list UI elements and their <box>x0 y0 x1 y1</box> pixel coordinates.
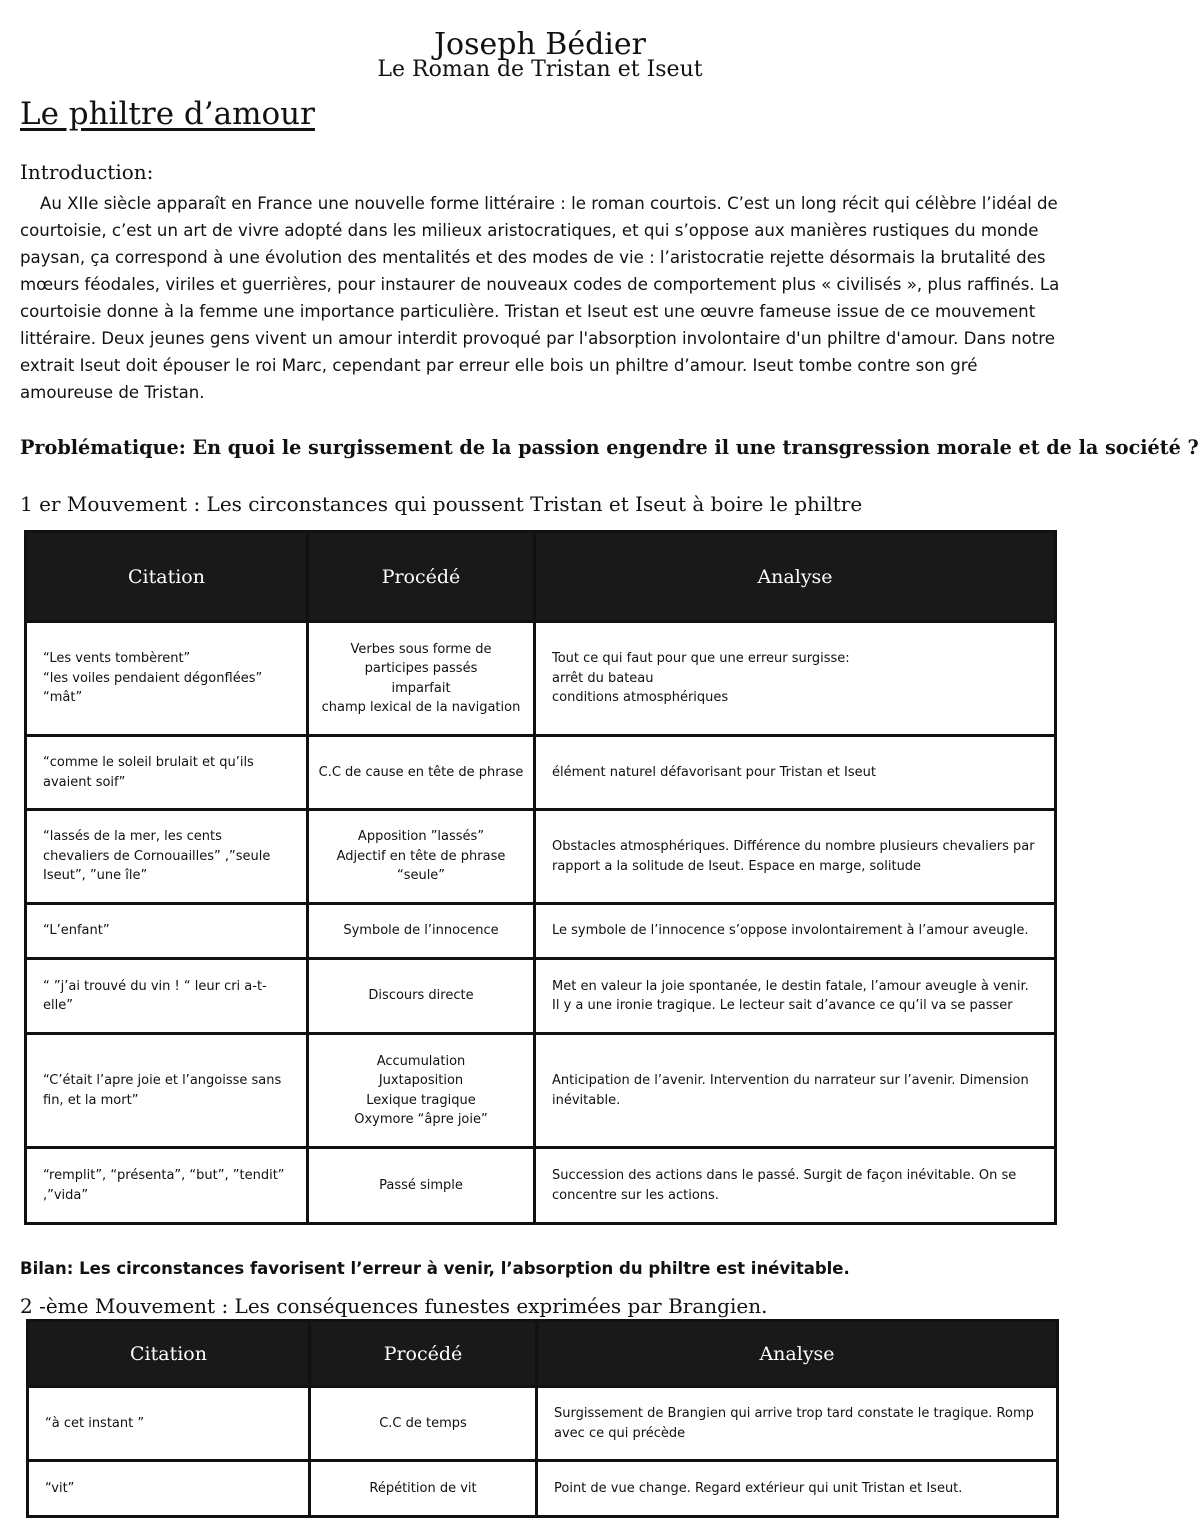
procede-cell: Accumulation Juxtaposition Lexique tragique Oxymore “âpre joie” <box>308 1034 535 1148</box>
procede-cell: Symbole de l’innocence <box>308 904 535 959</box>
procede-cell: Verbes sous forme de participes passés imparfait champ lexical de la navigation <box>308 622 535 736</box>
procede-cell: Discours directe <box>308 959 535 1034</box>
analyse-cell: Obstacles atmosphériques. Différence du nombre plusieurs chevaliers par rapport a la solitude de Iseut. Espace en marge, solitude <box>535 810 1056 904</box>
citation-cell: “C’était l’apre joie et l’angoisse sans fin, et la mort” <box>26 1034 308 1148</box>
header-analyse: Analyse <box>535 532 1056 622</box>
citation-cell: “à cet instant ” <box>28 1387 310 1461</box>
header-analyse: Analyse <box>537 1321 1058 1387</box>
analyse-cell: Le symbole de l’innocence s’oppose involontairement à l’amour aveugle. <box>535 904 1056 959</box>
citation-cell: “vit” <box>28 1461 310 1517</box>
procede-cell: C.C de cause en tête de phrase <box>308 736 535 810</box>
analyse-cell: Met en valeur la joie spontanée, le destin fatale, l’amour aveugle à venir. Il y a une ironie tragique. Le lecteur sait d’avance ce qu’il va se passer <box>535 959 1056 1034</box>
analyse-cell: Point de vue change. Regard extérieur qui unit Tristan et Iseut. <box>537 1461 1058 1517</box>
procede-cell: Apposition ”lassés” Adjectif en tête de phrase “seule” <box>308 810 535 904</box>
bilan: Bilan: Les circonstances favorisent l’erreur à venir, l’absorption du philtre est inévitable. <box>20 1259 850 1278</box>
analyse-cell: Surgissement de Brangien qui arrive trop tard constate le tragique. Romp avec ce qui précède <box>537 1387 1058 1461</box>
author-name: Joseph Bédier <box>434 27 646 62</box>
movement-2-title: 2 -ème Mouvement : Les conséquences funestes exprimées par Brangien. <box>20 1294 768 1318</box>
table-row <box>26 1034 1056 1148</box>
table-row <box>26 736 1056 810</box>
citation-cell: “remplit”, “présenta”, “but”, ”tendit” ,”vida” <box>26 1148 308 1224</box>
table-row <box>26 622 1056 736</box>
table-row <box>26 1148 1056 1224</box>
analyse-cell: Tout ce qui faut pour que une erreur surgisse: arrêt du bateau conditions atmosphériques <box>535 622 1056 736</box>
header-procede: Procédé <box>308 532 535 622</box>
analyse-cell: Succession des actions dans le passé. Surgit de façon inévitable. On se concentre sur les actions. <box>535 1148 1056 1224</box>
header-citation: Citation <box>28 1321 310 1387</box>
book-subtitle: Le Roman de Tristan et Iseut <box>377 57 703 82</box>
table-row <box>28 1387 1058 1461</box>
movement-1-table <box>24 530 1057 1225</box>
procede-cell: Répétition de vit <box>310 1461 537 1517</box>
analyse-cell: élément naturel défavorisant pour Tristan et Iseut <box>535 736 1056 810</box>
introduction-label: Introduction: <box>20 160 154 184</box>
movement-1-title: 1 er Mouvement : Les circonstances qui poussent Tristan et Iseut à boire le philtre <box>20 492 863 516</box>
citation-cell: “ ”j’ai trouvé du vin ! “ leur cri a-t-elle” <box>26 959 308 1034</box>
header-procede: Procédé <box>310 1321 537 1387</box>
problematique: Problématique: En quoi le surgissement de la passion engendre il une transgression morale et de la société ? <box>20 436 1199 459</box>
citation-cell: “Les vents tombèrent” “les voiles pendaient dégonflées” “mât” <box>26 622 308 736</box>
page-title: Le philtre d’amour <box>20 96 315 132</box>
table-row <box>26 959 1056 1034</box>
table-row <box>28 1461 1058 1517</box>
movement-2-table <box>26 1319 1059 1518</box>
introduction-text: Au XIIe siècle apparaît en France une nouvelle forme littéraire : le roman courtois. C’est un long récit qui célèbre l’idéal de courtoisie, c’est un art de vivre adopté dans les milieux aristocratiques, et qui s’oppose aux manières rustiques du monde paysan, ça correspond à une évolution des mentalités et des modes de vie : l’aristocratie rejette désormais la brutalité des mœurs féodales, viriles et guerrières, pour instaurer de nouveaux codes de comportement plus « civilisés », plus raffinés. La courtoisie donne à la femme une importance particulière. Tristan et Iseut est une œuvre fameuse issue de ce mouvement littéraire. Deux jeunes gens vivent un amour interdit provoqué par l'absorption involontaire d'un philtre d'amour. Dans notre extrait Iseut doit épouser le roi Marc, cependant par erreur elle bois un philtre d’amour. Iseut tombe contre son gré amoureuse de Tristan. <box>20 194 1060 402</box>
procede-cell: Passé simple <box>308 1148 535 1224</box>
citation-cell: “comme le soleil brulait et qu’ils avaient soif” <box>26 736 308 810</box>
table-row <box>26 904 1056 959</box>
citation-cell: “lassés de la mer, les cents chevaliers de Cornouailles” ,”seule Iseut”, ”une île” <box>26 810 308 904</box>
header-citation: Citation <box>26 532 308 622</box>
procede-cell: C.C de temps <box>310 1387 537 1461</box>
table-row <box>26 810 1056 904</box>
analyse-cell: Anticipation de l’avenir. Intervention du narrateur sur l’avenir. Dimension inévitable. <box>535 1034 1056 1148</box>
citation-cell: “L’enfant” <box>26 904 308 959</box>
